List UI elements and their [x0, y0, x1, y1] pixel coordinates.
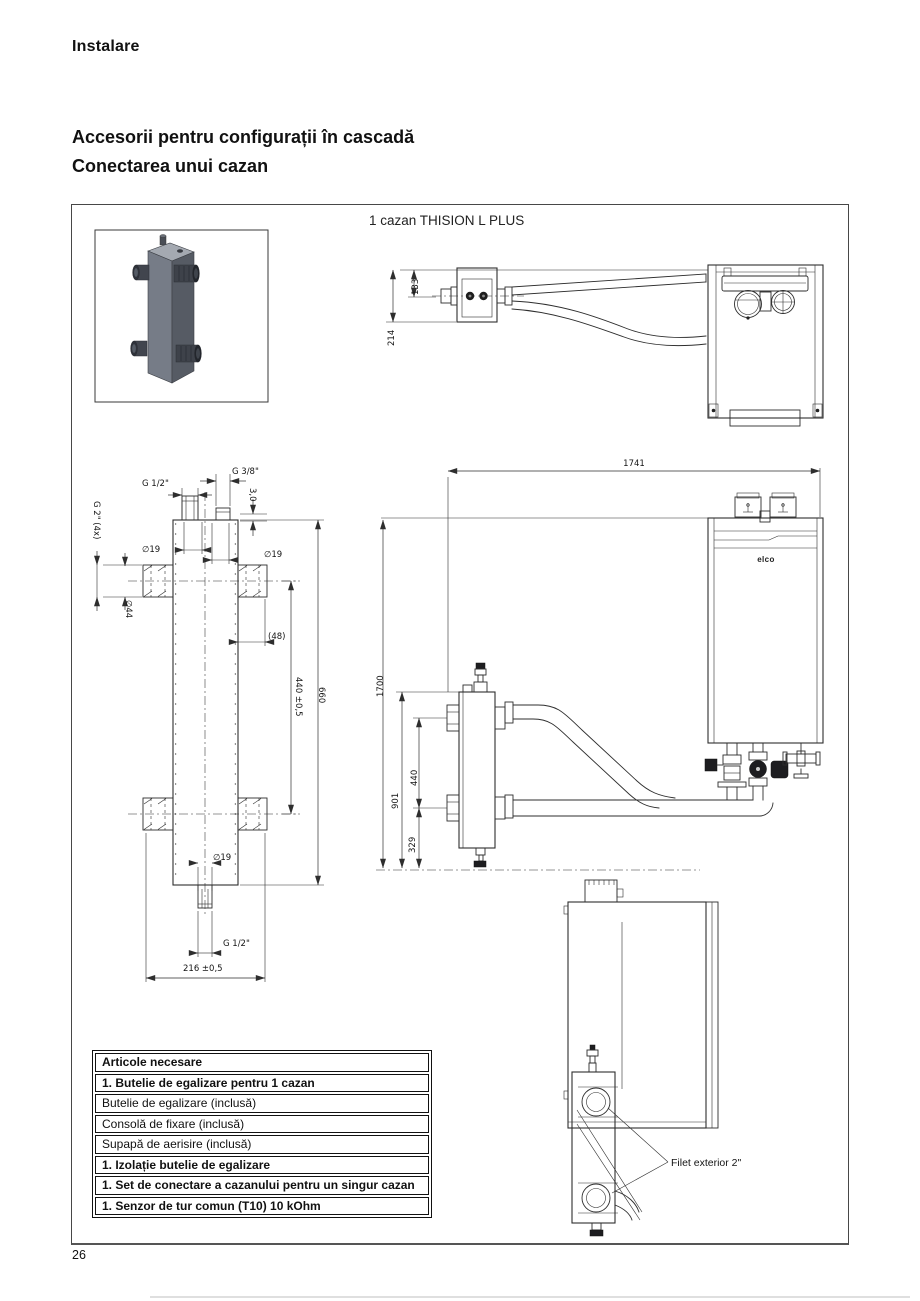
dim-901: 901: [391, 792, 401, 809]
boiler-valves: [705, 743, 820, 800]
dim-g2-4x: G 2" (4x): [91, 501, 101, 540]
table-row: 1. Set de conectare a cazanului pentru un singur cazan: [95, 1176, 429, 1195]
section-heading: [72, 123, 414, 181]
dim-329: 329: [408, 836, 418, 853]
dim-dia19-right: ∅19: [264, 550, 283, 560]
required-items-table: [92, 1050, 432, 1218]
table-row-header: Articole necesare: [95, 1053, 429, 1072]
assembly-separator: [447, 663, 505, 867]
dim-1700: 1700: [376, 675, 386, 697]
section-heading-line1: Accesorii pentru configurații în cascadă: [72, 127, 415, 147]
table-row: Butelie de egalizare (inclusă): [95, 1094, 429, 1113]
dim-3mm: 3,0: [247, 488, 257, 502]
table-row: 1. Butelie de egalizare pentru 1 cazan: [95, 1074, 429, 1093]
table-row: 1. Senzor de tur comun (T10) 10 kOhm: [95, 1197, 429, 1216]
dim-48: (48): [268, 632, 286, 642]
dim-g38-top: G 3/8": [232, 467, 259, 477]
dim-1741: 1741: [623, 459, 645, 469]
separator-photo: [95, 230, 268, 402]
page-number: 26: [72, 1248, 86, 1262]
top-view-drawing: [386, 265, 823, 426]
scan-edge-artifact: [150, 1296, 910, 1298]
dim-g12-top: G 1/2": [142, 479, 169, 489]
dim-g12-bottom: G 1/2": [223, 939, 250, 949]
table-row: Supapă de aerisire (inclusă): [95, 1135, 429, 1154]
dim-440: 440: [410, 769, 420, 786]
figure-frame: [71, 204, 849, 1245]
dim-660: 660: [316, 687, 326, 704]
table-row: Consolă de fixare (inclusă): [95, 1115, 429, 1134]
dim-133: 133: [411, 278, 421, 295]
dim-dia19-bottom: ∅19: [213, 853, 232, 863]
dim-440-tol: 440 ±0,5: [293, 677, 303, 717]
elco-logo: elco: [757, 555, 775, 564]
figure-caption: 1 cazan THISION L PLUS: [369, 213, 525, 228]
side-view-drawing: [564, 880, 742, 1236]
table-row: 1. Izolație butelie de egalizare: [95, 1156, 429, 1175]
separator-dimension-drawing: [91, 467, 326, 982]
section-heading-line2: Conectarea unui cazan: [72, 156, 269, 176]
connection-pipes: [505, 702, 773, 818]
dim-214: 214: [387, 329, 397, 346]
page-title: Instalare: [72, 38, 140, 55]
assembly-front-view: [376, 459, 823, 870]
thread-note-label: Filet exterior 2": [671, 1157, 742, 1169]
dim-dia44: ∅44: [123, 600, 133, 619]
dim-216-tol: 216 ±0,5: [183, 964, 223, 974]
dim-dia19-left: ∅19: [142, 545, 161, 555]
